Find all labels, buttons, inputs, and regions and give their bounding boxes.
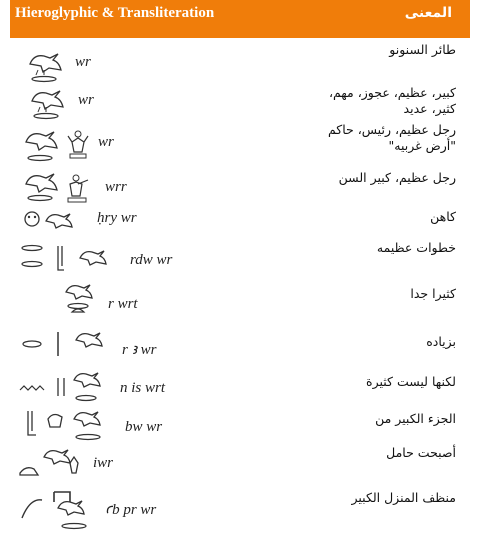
mouth-staff-bird-icon (18, 328, 128, 372)
table-row (10, 328, 470, 368)
header-translit-title: Hieroglyphic & Transliteration (15, 5, 215, 21)
table-row (10, 368, 470, 408)
meaning-text: خطوات عظيمه (376, 240, 456, 255)
leg-chick-bird-icon (18, 405, 128, 449)
table-row (10, 42, 470, 82)
meaning-text: الجزء الكبير من (375, 411, 456, 426)
header-meaning-title: المعنى (404, 5, 452, 21)
translit-text: r ꜣ wr (122, 342, 157, 358)
table-row (10, 282, 470, 322)
translit-text: iwr (93, 455, 114, 471)
table-row (10, 170, 470, 210)
translit-text: n is wrt (120, 380, 166, 396)
translit-text: wr (75, 54, 91, 70)
translit-text: ḥry wr (97, 210, 137, 226)
swallow-bird-icon (18, 42, 128, 86)
translit-text: wrr (105, 179, 127, 195)
meaning-text: طائر السنونو (389, 42, 456, 57)
meaning-text: أصبحت حامل (386, 445, 456, 460)
meaning-text: بزياده (426, 334, 456, 349)
table-row (10, 405, 470, 445)
translit-text: ꜥb pr wr (105, 502, 157, 518)
meaning-text: كبير، عظيم، عجوز، مهم، كثير، عديد (328, 85, 456, 116)
table-row (10, 488, 470, 532)
table-row (10, 445, 470, 485)
legs-and-bird-icon (18, 240, 128, 284)
meaning-text: كاهن (430, 209, 456, 224)
meaning-text: منظف المنزل الكبير (351, 490, 456, 505)
meaning-text: كثيرا جدا (410, 286, 456, 301)
meaning-text: رجل عظيم، رئيس، حاكم "أرض غربيه" (327, 122, 456, 153)
translit-text: wr (98, 134, 114, 150)
translit-text: r wrt (108, 296, 138, 312)
table-header (10, 0, 470, 38)
table-row (10, 85, 470, 125)
translit-text: bw wr (125, 419, 163, 435)
table-row (10, 205, 470, 237)
meaning-text: رجل عظيم، كبير السن (338, 170, 456, 185)
table-row (10, 240, 470, 280)
translit-text: rdw wr (130, 252, 173, 268)
translit-text: wr (78, 92, 94, 108)
table-row (10, 122, 470, 166)
meaning-text: لكنها ليست كثيرة (366, 374, 456, 389)
